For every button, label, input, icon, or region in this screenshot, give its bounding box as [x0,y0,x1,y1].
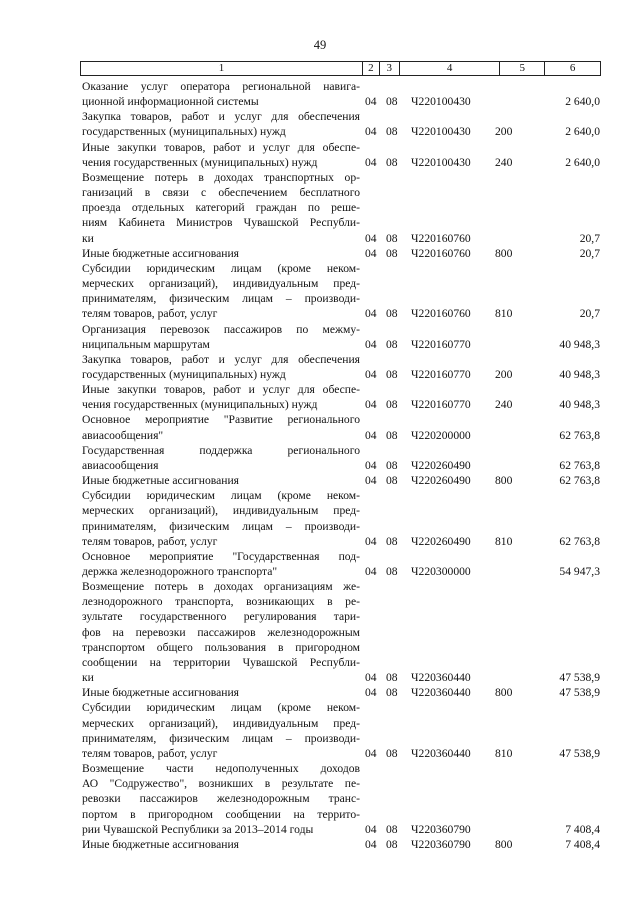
description-line: Закупка товаров, работ и услуг для обеспечения [82,110,360,124]
subsection-code: 08 [386,671,398,685]
description-line: ганизаций в связи с обеспечением бесплатного [82,186,360,200]
row-codes [82,337,602,352]
amount: 47 538,9 [559,686,600,700]
description-line: Организация перевозок пассажиров по межму- [82,322,360,336]
section-code: 04 [365,155,377,169]
target-item-code: Ч220160770 [411,367,471,381]
target-item-code: Ч220160760 [411,307,471,321]
target-item-code: Ч220360440 [411,746,471,760]
expense-type-code: 240 [495,398,513,412]
header-col-3: 3 [380,62,400,75]
section-code: 04 [365,671,377,685]
target-item-code: Ч220260490 [411,534,471,548]
description-line: ционной информационной системы [82,95,259,109]
amount: 40 948,3 [559,398,600,412]
description-line: Иные бюджетные ассигнования [82,686,239,700]
target-item-code: Ч220260490 [411,458,471,472]
expense-type-code: 200 [495,367,513,381]
description-line: мерческих организаций), индивидуальным пред- [82,504,360,518]
table-row [82,382,602,412]
amount: 47 538,9 [559,746,600,760]
description-line: Основное мероприятие "Государственная под- [82,549,360,563]
subsection-code: 08 [386,534,398,548]
expense-type-code: 810 [495,534,513,548]
section-code: 04 [365,534,377,548]
target-item-code: Ч220160770 [411,337,471,351]
description-line: Иные бюджетные ассигнования [82,246,239,260]
description-line: Иные закупки товаров, работ и услуг для обеспе- [82,383,360,397]
amount: 62 763,8 [559,428,600,442]
subsection-code: 08 [386,474,398,488]
table-row [82,352,602,382]
row-codes [82,822,602,837]
row-codes [82,246,602,261]
section-code: 04 [365,125,377,139]
row-codes [82,155,602,170]
expense-type-code: 200 [495,125,513,139]
table-row [82,473,602,488]
description-line: проезда отдельных категорий граждан по реше- [82,201,360,215]
row-codes [82,94,602,109]
description-line: чения государственных (муниципальных) нужд [82,155,318,169]
table-row [82,261,602,322]
target-item-code: Ч220360790 [411,837,471,851]
table-row [82,549,602,579]
description-line: телям товаров, работ, услуг [82,746,218,760]
table-header [80,61,601,76]
table-row [82,109,602,139]
budget-table-body [82,79,602,852]
description-line: Иные бюджетные ассигнования [82,837,239,851]
table-row [82,579,602,685]
description-line: телям товаров, работ, услуг [82,307,218,321]
expense-type-code: 240 [495,155,513,169]
table-row [82,443,602,473]
description-line: чения государственных (муниципальных) нужд [82,398,318,412]
section-code: 04 [365,565,377,578]
description-line: портом в пригородном сообщении на террито- [82,807,360,821]
amount: 62 763,8 [559,458,600,472]
header-col-2: 2 [363,62,380,75]
table-row [82,246,602,261]
amount: 2 640,0 [565,155,600,169]
table-row [82,170,602,246]
amount: 2 640,0 [565,125,600,139]
description-line: Возмещение потерь в доходах организациям же- [82,580,360,594]
target-item-code: Ч220360440 [411,671,471,685]
target-item-code: Ч220100430 [411,95,471,109]
section-code: 04 [365,837,377,851]
section-code: 04 [365,95,377,109]
description-line: Субсидии юридическим лицам (кроме неком- [82,701,360,715]
table-row [82,700,602,761]
row-codes [82,428,602,443]
row-codes [82,458,602,473]
row-codes [82,685,602,700]
table-row [82,488,602,549]
description-line: АО "Содружество", возникших в результате пе- [82,777,360,791]
amount: 40 948,3 [559,337,600,351]
section-code: 04 [365,367,377,381]
target-item-code: Ч220200000 [411,428,471,442]
subsection-code: 08 [386,155,398,169]
section-code: 04 [365,428,377,442]
target-item-code: Ч220260490 [411,474,471,488]
section-code: 04 [365,231,377,245]
table-row [82,761,602,837]
description-line: Оказание услуг оператора региональной навига- [82,80,360,93]
section-code: 04 [365,398,377,412]
row-codes [82,564,602,579]
description-line: мерческих организаций), индивидуальным пред- [82,716,360,730]
description-line: Субсидии юридическим лицам (кроме неком- [82,489,360,503]
table-row [82,322,602,352]
amount: 54 947,3 [559,565,600,578]
table-row [82,412,602,442]
amount: 62 763,8 [559,534,600,548]
subsection-code: 08 [386,307,398,321]
header-col-5: 5 [500,62,545,75]
header-col-4: 4 [400,62,501,75]
row-codes [82,473,602,488]
amount: 7 408,4 [565,822,600,836]
amount: 20,7 [579,231,600,245]
expense-type-code: 810 [495,307,513,321]
description-line: ки [82,671,94,685]
description-line: зультате государственного регулирования тари- [82,610,360,624]
subsection-code: 08 [386,746,398,760]
subsection-code: 08 [386,565,398,578]
row-codes [82,397,602,412]
description-line: мерческих организаций), индивидуальным пред- [82,277,360,291]
expense-type-code: 810 [495,746,513,760]
description-line: Иные бюджетные ассигнования [82,474,239,488]
subsection-code: 08 [386,246,398,260]
description-line: принимателям, физическим лицам – производи- [82,292,360,306]
table-row [82,79,602,109]
description-line: ниям Кабинета Министров Чувашской Республи- [82,216,360,230]
table-row [82,685,602,700]
description-line: Иные закупки товаров, работ и услуг для обеспе- [82,140,360,154]
description-line: рии Чувашской Республики за 2013–2014 годы [82,822,314,836]
section-code: 04 [365,307,377,321]
row-codes [82,231,602,246]
amount: 20,7 [579,246,600,260]
subsection-code: 08 [386,398,398,412]
header-col-1: 1 [81,62,363,75]
description-line: принимателям, физическим лицам – производи- [82,519,360,533]
subsection-code: 08 [386,837,398,851]
expense-type-code: 800 [495,837,513,851]
target-item-code: Ч220300000 [411,565,471,578]
table-row [82,837,602,852]
description-line: транспортом общего пользования в пригородном [82,640,360,654]
section-code: 04 [365,686,377,700]
target-item-code: Ч220100430 [411,125,471,139]
description-line: принимателям, физическим лицам – производи- [82,731,360,745]
description-line: Государственная поддержка регионального [82,443,360,457]
section-code: 04 [365,246,377,260]
amount: 40 948,3 [559,367,600,381]
description-line: государственных (муниципальных) нужд [82,125,286,139]
amount: 2 640,0 [565,95,600,109]
description-line: телям товаров, работ, услуг [82,534,218,548]
row-codes [82,534,602,549]
row-codes [82,367,602,382]
table-row [82,140,602,170]
page-number: 49 [313,38,327,52]
description-line: фов на перевозки пассажиров железнодорожным [82,625,360,639]
subsection-code: 08 [386,428,398,442]
description-line: ревозки пассажиров железнодорожным транс- [82,792,360,806]
description-line: Возмещение потерь в доходах транспортных ор- [82,170,360,184]
amount: 7 408,4 [565,837,600,851]
subsection-code: 08 [386,95,398,109]
amount: 47 538,9 [559,671,600,685]
target-item-code: Ч220160760 [411,231,471,245]
section-code: 04 [365,458,377,472]
row-codes [82,307,602,322]
target-item-code: Ч220160760 [411,246,471,260]
row-codes [82,670,602,685]
description-line: Возмещение части недополученных доходов [82,762,360,776]
description-line: Основное мероприятие "Развитие регионального [82,413,360,427]
description-line: держка железнодорожного транспорта" [82,565,278,578]
amount: 62 763,8 [559,474,600,488]
subsection-code: 08 [386,686,398,700]
description-line: сообщении на территории Чувашской Республи- [82,655,360,669]
amount: 20,7 [579,307,600,321]
description-line: лезнодорожного транспорта, возникающих в ре- [82,595,360,609]
section-code: 04 [365,822,377,836]
description-line: ки [82,231,94,245]
subsection-code: 08 [386,125,398,139]
description-line: авиасообщения" [82,428,164,442]
expense-type-code: 800 [495,246,513,260]
subsection-code: 08 [386,822,398,836]
target-item-code: Ч220360440 [411,686,471,700]
subsection-code: 08 [386,367,398,381]
description-line: Субсидии юридическим лицам (кроме неком- [82,261,360,275]
row-codes [82,837,602,852]
description-line: Закупка товаров, работ и услуг для обеспечения [82,352,360,366]
description-line: авиасообщения [82,458,159,472]
target-item-code: Ч220100430 [411,155,471,169]
header-col-6: 6 [569,62,576,74]
row-codes [82,746,602,761]
subsection-code: 08 [386,458,398,472]
section-code: 04 [365,337,377,351]
expense-type-code: 800 [495,686,513,700]
target-item-code: Ч220160770 [411,398,471,412]
subsection-code: 08 [386,231,398,245]
description-line: государственных (муниципальных) нужд [82,367,286,381]
section-code: 04 [365,474,377,488]
row-codes [82,125,602,140]
description-line: ниципальным маршрутам [82,337,210,351]
section-code: 04 [365,746,377,760]
subsection-code: 08 [386,337,398,351]
expense-type-code: 800 [495,474,513,488]
target-item-code: Ч220360790 [411,822,471,836]
